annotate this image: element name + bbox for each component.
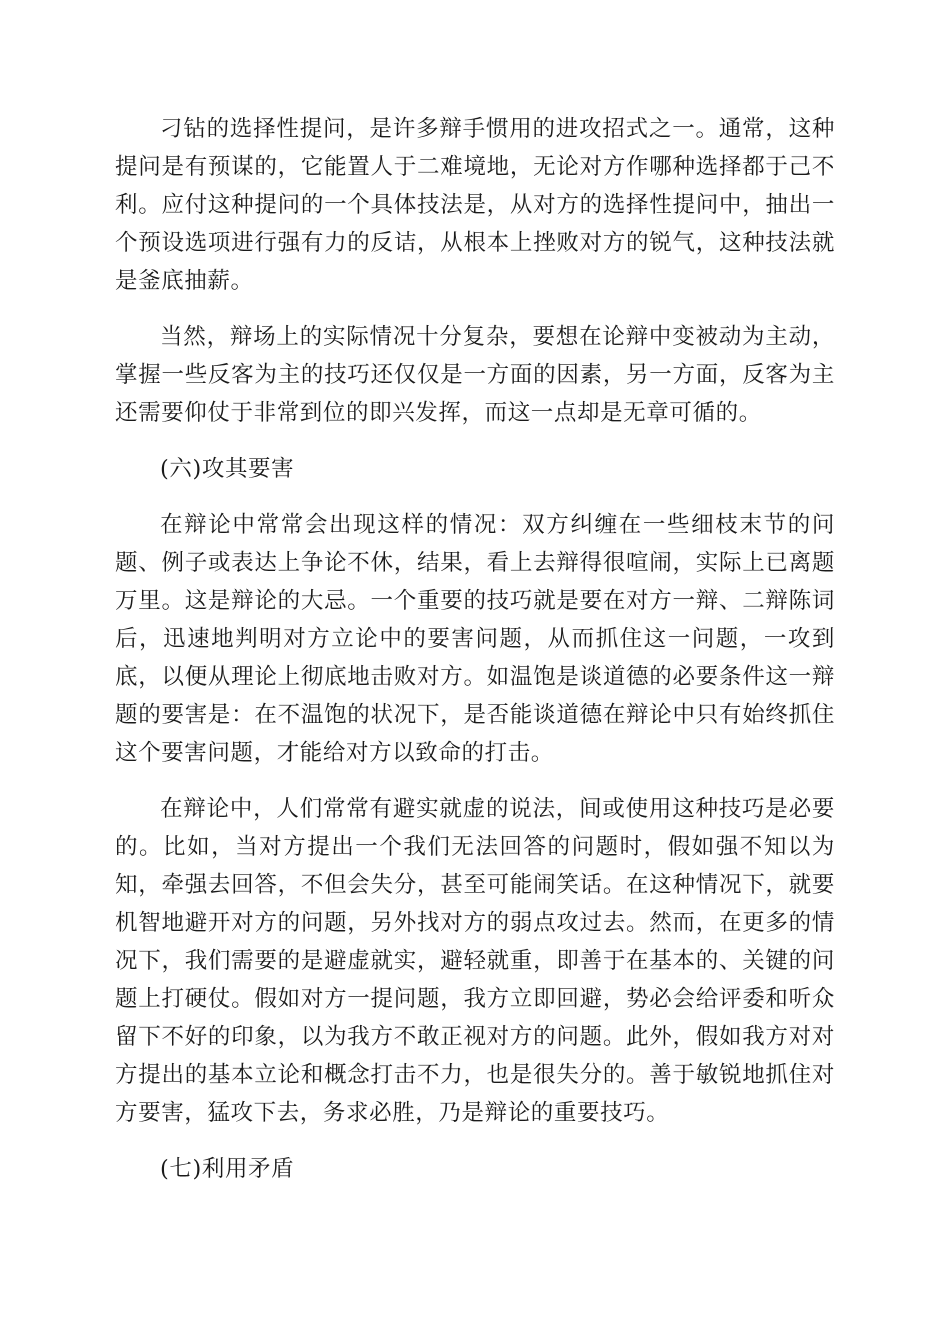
paragraph-counter-question: 刁钻的选择性提问，是许多辩手惯用的进攻招式之一。通常，这种提问是有预谋的，它能置人于二难境地，无论对方作哪种选择都于己不利。应付这种提问的一个具体技法是，从对方的选择性提问中，抽出一个预设选项进行强有力的反诘，从根本上挫败对方的锐气，这种技法就是釜底抽薪。 — [115, 116, 835, 294]
section-heading-use-contradiction: (七)利用矛盾 — [160, 1156, 295, 1182]
paragraph-avoid-and-attack: 在辩论中，人们常常有避实就虚的说法，间或使用这种技巧是必要的。比如，当对方提出一个我们无法回答的问题时，假如强不知以为知，牵强去回答，不但会失分，甚至可能闹笑话。在这种情况下，就要机智地避开对方的问题，另外找对方的弱点攻过去。然而，在更多的情况下，我们需要的是避虚就实，避轻就重，即善于在基本的、关键的问题上打硬仗。假如对方一提问题，我方立即回避，势必会给评委和听众留下不好的印象，以为我方不敢正视对方的问题。此外，假如我方对对方提出的基本立论和概念打击不力，也是很失分的。善于敏锐地抓住对方要害，猛攻下去，务求必胜，乃是辩论的重要技巧。 — [115, 796, 835, 1126]
document-body — [115, 110, 835, 1206]
section-heading-attack-key-point: (六)攻其要害 — [160, 456, 295, 482]
paragraph-improvisation: 当然，辩场上的实际情况十分复杂，要想在论辩中变被动为主动，掌握一些反客为主的技巧还仅仅是一方面的因素，另一方面，反客为主还需要仰仗于非常到位的即兴发挥，而这一点却是无章可循的。 — [115, 324, 835, 426]
paragraph-key-issue: 在辩论中常常会出现这样的情况：双方纠缠在一些细枝末节的问题、例子或表达上争论不休，结果，看上去辩得很喧闹，实际上已离题万里。这是辩论的大忌。一个重要的技巧就是要在对方一辩、二辩陈词后，迅速地判明对方立论中的要害问题，从而抓住这一问题，一攻到底，以便从理论上彻底地击败对方。如温饱是谈道德的必要条件这一辩题的要害是：在不温饱的状况下，是否能谈道德在辩论中只有始终抓住这个要害问题，才能给对方以致命的打击。 — [115, 512, 835, 766]
